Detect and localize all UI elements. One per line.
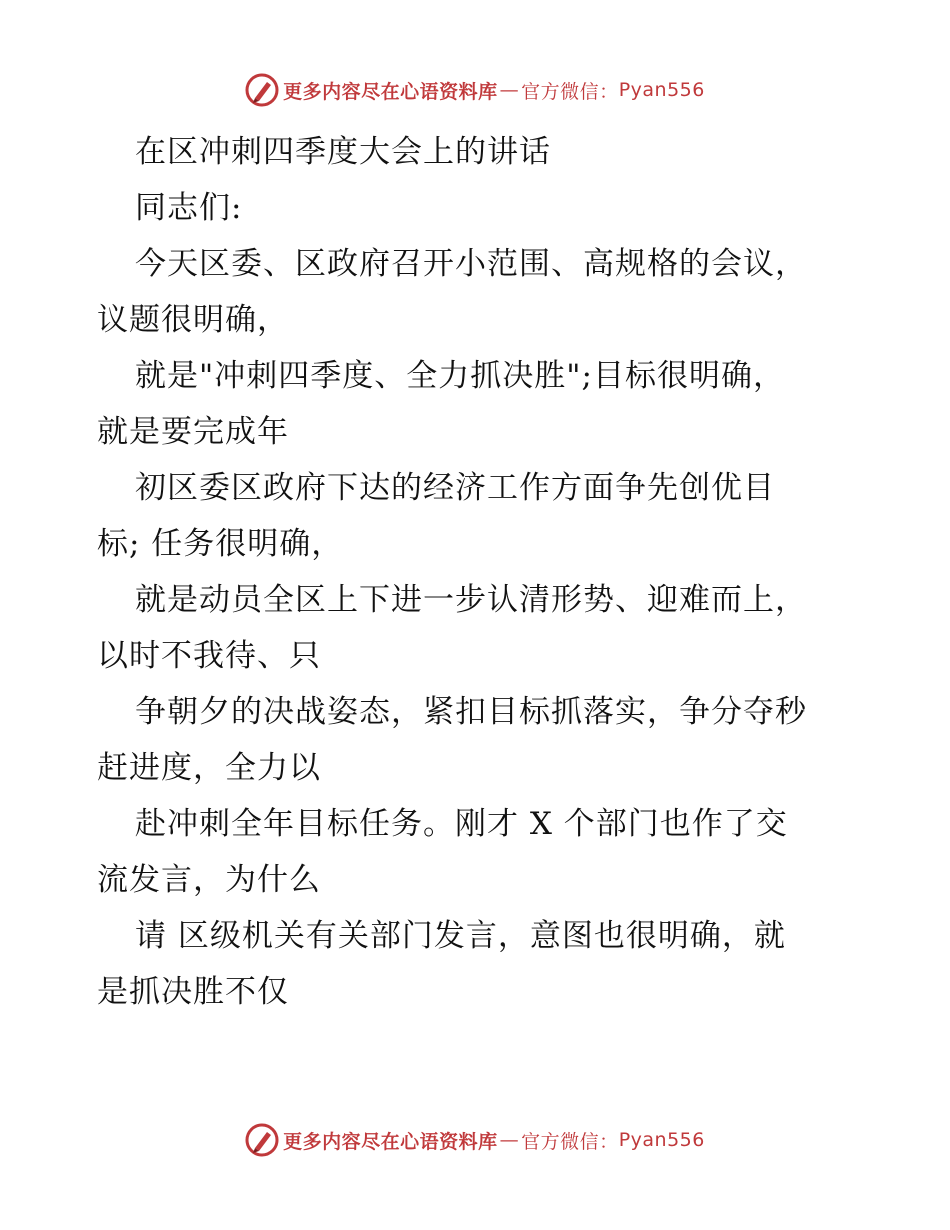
document-body xyxy=(97,124,857,1020)
footer-watermark xyxy=(0,1120,950,1160)
watermark-wechat-id: Pyan556 xyxy=(618,1129,705,1151)
paragraph: 就是"冲刺四季度、全力抓决胜";目标很明确， 就是要完成年 xyxy=(97,358,785,450)
watermark-separator: — xyxy=(499,79,520,101)
pen-logo-icon xyxy=(245,1123,279,1157)
paragraph: 争朝夕的决战姿态，紧扣目标抓落实，争分夺秒 赶进度，全力以 xyxy=(97,694,807,786)
paragraph: 初区委区政府下达的经济工作方面争先创优目 标; 任务很明确， xyxy=(97,470,775,562)
watermark-label: 官方微信： xyxy=(521,80,619,103)
paragraph: 今天区委、区政府召开小范围、高规格的会议， 议题很明确， xyxy=(97,246,807,338)
document-salutation: 同志们: xyxy=(135,190,243,226)
watermark-label: 官方微信： xyxy=(521,1130,619,1153)
watermark-separator: — xyxy=(499,1129,520,1151)
paragraph: 赴冲刺全年目标任务。刚才 X 个部门也作了交 流发言，为什么 xyxy=(97,806,788,898)
watermark-site: 更多内容尽在心语资料库 xyxy=(283,1130,498,1153)
watermark-site: 更多内容尽在心语资料库 xyxy=(283,80,498,103)
paragraph: 就是动员全区上下进一步认清形势、迎难而上， 以时不我待、只 xyxy=(97,582,807,674)
paragraph: 请 区级机关有关部门发言，意图也很明确，就 是抓决胜不仅 xyxy=(97,918,786,1010)
pen-logo-icon xyxy=(245,73,279,107)
document-title: 在区冲刺四季度大会上的讲话 xyxy=(135,134,551,170)
header-watermark xyxy=(0,70,950,110)
watermark-wechat-id: Pyan556 xyxy=(618,79,705,101)
